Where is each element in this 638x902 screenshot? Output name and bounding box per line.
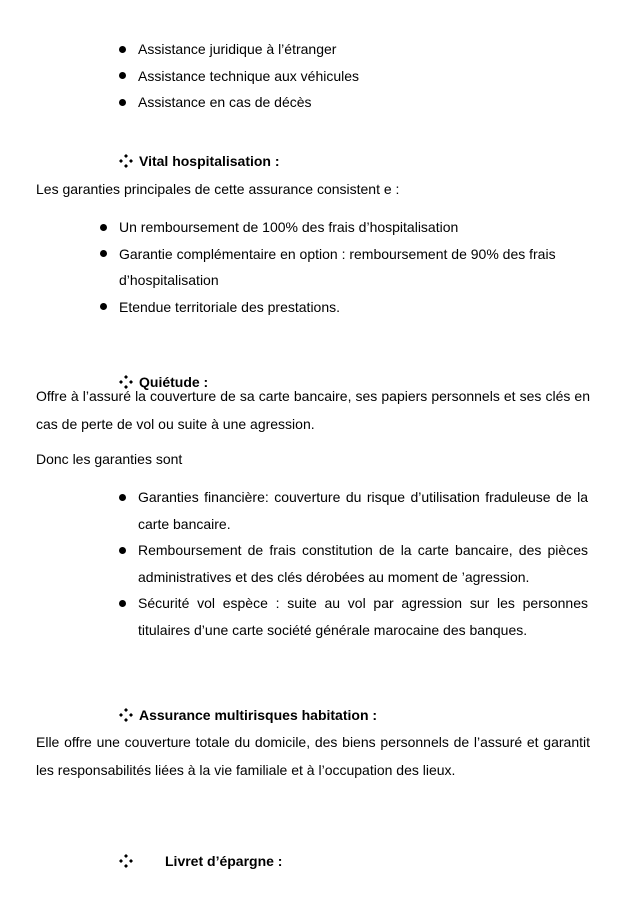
bullet-icon	[119, 46, 126, 53]
list-item: Remboursement de frais constitution de la carte bancaire, des pièces administratives et des clés dérobées au moment de ’agression.	[138, 537, 588, 590]
list-item: Garantie complémentaire en option : remboursement de 90% des frais d’hospitalisation	[119, 241, 589, 294]
diamond-bullet-icon	[119, 154, 133, 168]
bullet-icon	[119, 494, 126, 501]
section-heading-livret: Livret d’épargne :	[119, 851, 282, 871]
list-item: Assistance en cas de décès	[138, 89, 588, 116]
list-item: Un remboursement de 100% des frais d’hospitalisation	[119, 214, 589, 241]
quietude-paragraph: Offre à l’assuré la couverture de sa carte bancaire, ses papiers personnels et ses clés en cas de perte de vol ou suite à une agression.	[36, 388, 590, 432]
quietude-intro: Donc les garanties sont	[36, 451, 183, 467]
bullet-icon	[100, 303, 107, 310]
section-heading-quietude: Quiétude :	[119, 372, 208, 392]
assistance-list	[138, 36, 588, 116]
quietude-list	[138, 484, 588, 643]
bullet-icon	[100, 250, 107, 257]
section-heading-habitation: Assurance multirisques habitation :	[119, 705, 377, 725]
bullet-icon	[119, 547, 126, 554]
bullet-icon	[119, 72, 126, 79]
section-heading-vital: Vital hospitalisation :	[119, 151, 280, 171]
bullet-icon	[119, 99, 126, 106]
vital-intro: Les garanties principales de cette assurance consistent e :	[36, 181, 400, 197]
bullet-icon	[100, 224, 107, 231]
bullet-icon	[119, 600, 126, 607]
list-item: Garanties financière: couverture du risque d’utilisation fraduleuse de la carte bancaire.	[138, 484, 588, 537]
list-item: Assistance juridique à l’étranger	[138, 36, 588, 63]
diamond-bullet-icon	[119, 854, 133, 868]
list-item: Etendue territoriale des prestations.	[119, 294, 589, 321]
diamond-bullet-icon	[119, 708, 133, 722]
vital-list	[119, 214, 589, 320]
list-item: Sécurité vol espèce : suite au vol par agression sur les personnes titulaires d’une carte société générale marocaine des banques.	[138, 590, 588, 643]
list-item: Assistance technique aux véhicules	[138, 63, 588, 90]
habitation-paragraph: Elle offre une couverture totale du domicile, des biens personnels de l’assuré et garantit les responsabilités liées à la vie familiale et à l’occupation des lieux.	[36, 734, 590, 778]
